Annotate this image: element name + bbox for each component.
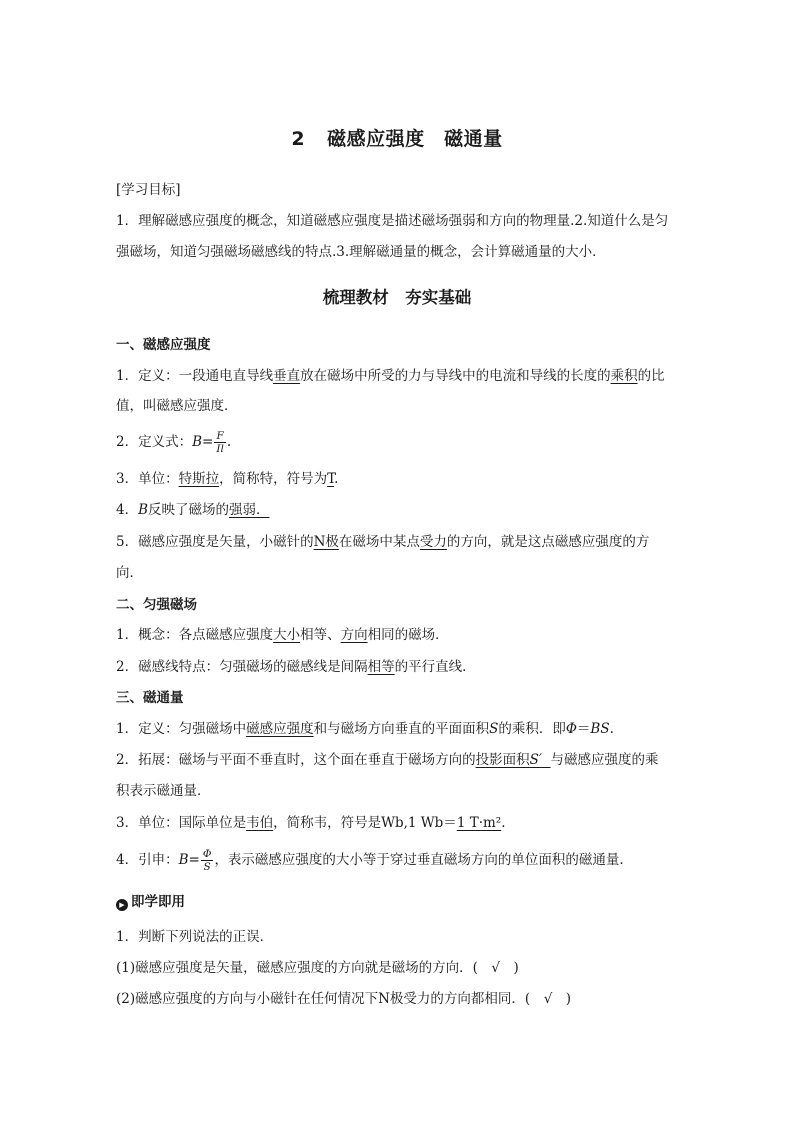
s1-item-2-formula: 2．定义式：B= $\frac{F}{Il}$ .: [116, 430, 232, 455]
practice-answer-1: (1)磁感应强度是矢量，磁感应强度的方向就是磁场的方向．( √ ): [116, 960, 519, 976]
s1-item-5-cont: 向．: [116, 565, 143, 581]
practice-heading: ▶ 即学即用: [116, 892, 678, 912]
fraction-phi-over-S: $\frac{\Phi}{S}$: [202, 848, 212, 873]
s2-item-2: 2．磁感线特点：匀强磁场的磁感线是间隔相等的平行直线．: [116, 659, 476, 675]
section-title: 梳理教材 夯实基础: [322, 288, 472, 307]
s3-item-4-formula: 4．引申：B= $\frac{\Phi}{S}$ ，表示磁感应强度的大小等于穿过垂直磁场方向的单位面积的磁通量．: [116, 848, 633, 873]
s3-item-3: 3．单位：国际单位是韦伯，简称韦，符号是Wb,1 Wb＝1 T·m².: [116, 815, 506, 831]
s2-item-1: 1．概念：各点磁感应强度大小相等、方向相同的磁场．: [116, 627, 449, 643]
title-text: 磁感应强度 磁通量: [327, 128, 503, 150]
s3-item-2: 2．拓展：磁场与平面不垂直时，这个面在垂直于磁场方向的投影面积S′ 与磁感应强度的乘: [116, 752, 659, 768]
section-2-heading: 二、匀强磁场: [116, 597, 197, 613]
objectives-line-1: 1．理解磁感应强度的概念，知道磁感应强度是描述磁场强弱和方向的物理量.2.知道什么是匀: [116, 213, 669, 229]
s3-item-1: 1．定义：匀强磁场中磁感应强度和与磁场方向垂直的平面面积S的乘积．即Φ＝BS.: [116, 721, 614, 737]
fraction-F-over-Il: $\frac{F}{Il}$: [216, 430, 224, 455]
s1-item-1: 1．定义：一段通电直导线垂直放在磁场中所受的力与导线中的电流和导线的长度的乘积的比: [116, 368, 665, 384]
s1-item-5: 5．磁感应强度是矢量，小磁针的N极在磁场中某点受力的方向，就是这点磁感应强度的方: [116, 534, 650, 550]
s1-item-1-cont: 值，叫磁感应强度．: [116, 398, 238, 414]
practice-question-1: 1．判断下列说法的正误．: [116, 929, 274, 945]
s1-item-3: 3．单位：特斯拉，简称特，符号为T.: [116, 471, 339, 487]
objectives-line-2: 强磁场，知道匀强磁场磁感线的特点.3.理解磁通量的概念，会计算磁通量的大小．: [116, 244, 606, 260]
title-number: 2: [291, 128, 306, 150]
page-title: [0, 124, 794, 151]
section-1-heading: 一、磁感应强度: [116, 337, 211, 353]
s1-item-4: 4．B反映了磁场的强弱．: [116, 502, 270, 518]
section-3-heading: 三、磁通量: [116, 690, 184, 706]
s3-item-2-cont: 积表示磁通量．: [116, 783, 211, 799]
practice-answer-2: (2)磁感应强度的方向与小磁针在任何情况下N极受力的方向都相同．( √ ): [116, 991, 572, 1007]
objectives-header: [学习目标]: [116, 182, 181, 198]
play-circle-icon: ▶: [116, 899, 128, 911]
